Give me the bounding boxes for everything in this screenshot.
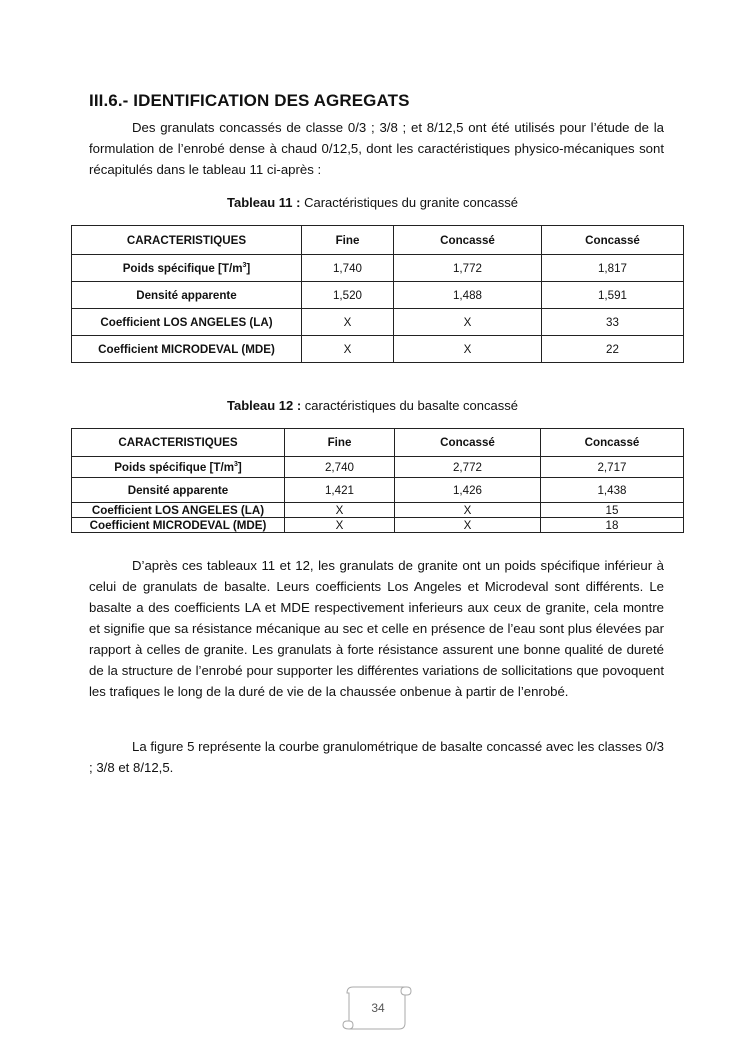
superscript: 3 <box>242 261 247 269</box>
table-row <box>72 478 684 503</box>
row-label: Coefficient LOS ANGELES (LA) <box>72 503 285 518</box>
table-row <box>72 503 684 518</box>
table-cell: X <box>285 503 395 518</box>
table-cell: 1,421 <box>285 478 395 503</box>
table-cell: X <box>395 503 541 518</box>
row-label: Coefficient LOS ANGELES (LA) <box>72 309 302 336</box>
table-row <box>72 518 684 533</box>
header-cell: Fine <box>285 429 395 457</box>
table-cell: 15 <box>541 503 684 518</box>
row-label: Coefficient MICRODEVAL (MDE) <box>72 518 285 533</box>
table-cell: X <box>302 336 394 363</box>
intro-paragraph: Des granulats concassés de classe 0/3 ; 3/8 ; et 8/12,5 ont été utilisés pour l’étude de la formulation de l’enrobé dense à chaud 0/12,5, dont les caractéristiques physico-mécaniques sont récapitulés dans le tableau 11 ci-après : <box>89 120 664 177</box>
row-label: Densité apparente <box>72 282 302 309</box>
row-label <box>72 255 302 282</box>
table-cell: X <box>394 309 542 336</box>
header-cell: Fine <box>302 226 394 255</box>
table-cell: X <box>285 518 395 533</box>
table12-caption-text: caractéristiques du basalte concassé <box>301 398 518 413</box>
table-cell: 18 <box>541 518 684 533</box>
table-cell: 1,520 <box>302 282 394 309</box>
table-cell: 1,740 <box>302 255 394 282</box>
table12-caption <box>0 398 745 413</box>
table-cell: X <box>302 309 394 336</box>
table-row <box>72 309 684 336</box>
table-cell: 1,817 <box>542 255 684 282</box>
table-cell: 2,772 <box>395 457 541 478</box>
table-cell: 2,717 <box>541 457 684 478</box>
page-number: 34 <box>371 1001 385 1015</box>
section-heading: III.6.- IDENTIFICATION DES AGREGATS <box>89 91 410 110</box>
table-cell: 1,772 <box>394 255 542 282</box>
table-row <box>72 336 684 363</box>
table-cell: 2,740 <box>285 457 395 478</box>
table11-caption-text: Caractéristiques du granite concassé <box>300 195 518 210</box>
table-cell: 22 <box>542 336 684 363</box>
table11-caption <box>0 195 745 210</box>
row-label-end: ] <box>246 261 251 275</box>
table-cell: X <box>395 518 541 533</box>
table-cell: 1,488 <box>394 282 542 309</box>
table-row <box>72 255 684 282</box>
figure-note-paragraph: La figure 5 représente la courbe granulométrique de basalte concassé avec les classes 0/3 ; 3/8 et 8/12,5. <box>89 739 664 775</box>
table-cell: 1,591 <box>542 282 684 309</box>
row-label-text: Poids spécifique [T/m <box>114 460 235 474</box>
table-header-row <box>72 226 684 255</box>
row-label-text: Poids spécifique [T/m <box>122 261 243 275</box>
header-cell: Concassé <box>542 226 684 255</box>
discussion-paragraph: D’après ces tableaux 11 et 12, les granulats de granite ont un poids spécifique inférieur à celui de granulats de basalte. Leurs coefficients Los Angeles et Microdeval sont différents. Le basalte a des coefficients LA et MDE respectivement inferieurs aux ceux de granite, cela montre et signifie que sa résistance mécanique au sec et celle en présence de l’eau sont plus élevées par rapport à celles de granite. Les granulats à forte résistance assurent une bonne qualité de dureté de la structure de l’enrobé pour supporter les différentes variations de sollicitations que povoquent les trafiques le long de la duré de vie de la chaussée onbenue à partir de l’enrobé. <box>89 558 664 699</box>
table-row <box>72 282 684 309</box>
table12-caption-label: Tableau 12 : <box>227 398 302 413</box>
row-label <box>72 457 285 478</box>
header-cell: Concassé <box>395 429 541 457</box>
table-row <box>72 457 684 478</box>
superscript: 3 <box>234 460 238 468</box>
granite-characteristics-table <box>71 225 684 363</box>
table-cell: 33 <box>542 309 684 336</box>
row-label-end: ] <box>237 460 242 474</box>
row-label: Coefficient MICRODEVAL (MDE) <box>72 336 302 363</box>
table-header-row <box>72 429 684 457</box>
row-label: Densité apparente <box>72 478 285 503</box>
header-cell: Concassé <box>394 226 542 255</box>
header-cell: CARACTERISTIQUES <box>72 429 285 457</box>
table11-caption-label: Tableau 11 : <box>227 195 301 210</box>
table-cell: X <box>394 336 542 363</box>
table-cell: 1,426 <box>395 478 541 503</box>
page-number-scroll <box>341 985 411 1033</box>
table-cell: 1,438 <box>541 478 684 503</box>
basalt-characteristics-table <box>71 428 684 533</box>
header-cell: Concassé <box>541 429 684 457</box>
header-cell: CARACTERISTIQUES <box>72 226 302 255</box>
